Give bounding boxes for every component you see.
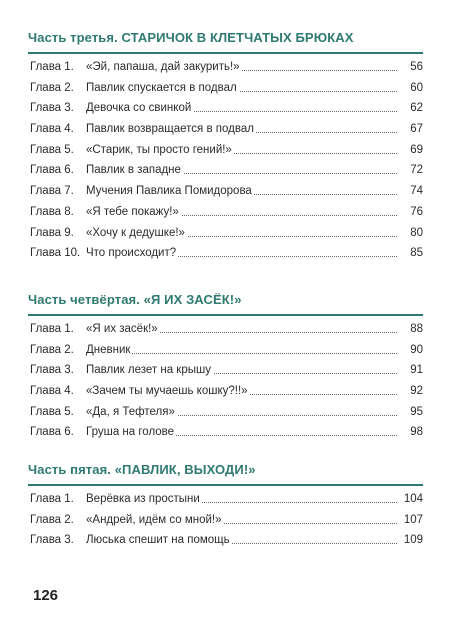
chapter-title: «Я тебе покажу!»	[86, 202, 181, 223]
chapter-label: Глава 1.	[30, 323, 74, 335]
part-heading	[28, 462, 423, 477]
leader-dots	[86, 353, 397, 354]
part-section	[28, 292, 423, 443]
toc-entry[interactable]	[28, 360, 423, 381]
chapter-title: «Зачем ты мучаешь кошку?!!»	[86, 381, 250, 402]
chapter-title: Люська спешит на помощь	[86, 530, 232, 551]
chapter-label: Глава 10.	[30, 247, 81, 260]
chapter-label: Глава 2.	[30, 81, 74, 94]
page-number: 80	[410, 226, 423, 239]
page-number: 91	[410, 364, 423, 377]
chapter-title: «Хочу к дедушке!»	[86, 223, 187, 244]
part-name: СТАРИЧОК В КЛЕТЧАТЫХ БРЮКАХ	[121, 30, 354, 45]
part-name: «ПАВЛИК, ВЫХОДИ!»	[114, 462, 256, 477]
page-number: 62	[410, 102, 423, 115]
page-number: 56	[410, 61, 423, 73]
chapter-list	[28, 57, 423, 264]
page-number: 67	[410, 123, 423, 136]
chapter-title: Павлик лезет на крышу	[86, 360, 213, 381]
chapter-label: Глава 3.	[30, 534, 74, 547]
chapter-label: Глава 3.	[30, 102, 74, 115]
chapter-label: Глава 3.	[30, 364, 74, 377]
page-number: 72	[410, 164, 423, 177]
chapter-label: Глава 2.	[30, 343, 74, 356]
page-number: 95	[410, 405, 423, 418]
heading-rule	[28, 314, 423, 316]
toc-entry[interactable]	[28, 119, 423, 140]
toc-entry[interactable]	[28, 160, 423, 181]
chapter-label: Глава 7.	[30, 185, 74, 198]
chapter-title: Павлик возвращается в подвал	[86, 119, 256, 140]
chapter-label: Глава 5.	[30, 405, 74, 418]
toc-entry[interactable]	[28, 381, 423, 402]
chapter-label: Глава 5.	[30, 143, 74, 156]
chapter-label: Глава 8.	[30, 205, 74, 218]
heading-rule	[28, 52, 423, 54]
toc-entry[interactable]	[28, 402, 423, 423]
toc-entry[interactable]	[28, 202, 423, 223]
chapter-title: Верёвка из простыни	[86, 489, 202, 510]
part-heading	[28, 292, 423, 307]
chapter-title: «Андрей, идём со мной!»	[86, 510, 224, 531]
chapter-title: Девочка со свинкой	[86, 98, 193, 119]
chapter-title: Павлик спускается в подвал	[86, 78, 239, 99]
chapter-title: Павлик в западне	[86, 160, 183, 181]
part-name: «Я ИХ ЗАСЁК!»	[143, 292, 242, 307]
chapter-label: Глава 1.	[30, 61, 74, 73]
page-number: 109	[403, 534, 423, 547]
chapter-list	[28, 489, 423, 551]
chapter-list	[28, 319, 423, 443]
toc-entry[interactable]	[28, 78, 423, 99]
part-prefix: Часть четвёртая.	[28, 292, 140, 307]
chapter-title: «Старик, ты просто гений!»	[86, 140, 234, 161]
chapter-title: Мучения Павлика Помидорова	[86, 181, 254, 202]
page-number: 69	[410, 143, 423, 156]
heading-rule	[28, 484, 423, 486]
toc-entry[interactable]	[28, 57, 423, 78]
chapter-title: Что происходит?	[86, 243, 178, 264]
chapter-title: «Эй, папаша, дай закурить!»	[86, 57, 242, 78]
toc-entry[interactable]	[28, 510, 423, 531]
chapter-label: Глава 6.	[30, 164, 74, 177]
page-number: 92	[410, 385, 423, 398]
page-folio: 126	[33, 587, 59, 604]
toc-entry[interactable]	[28, 422, 423, 443]
part-section	[28, 30, 423, 264]
chapter-label: Глава 9.	[30, 226, 74, 239]
part-section	[28, 462, 423, 551]
page-number: 88	[410, 323, 423, 335]
chapter-title: «Да, я Тефтеля»	[86, 402, 177, 423]
part-heading	[28, 30, 423, 45]
page-number: 107	[403, 513, 423, 526]
chapter-label: Глава 1.	[30, 493, 74, 505]
toc-entry[interactable]	[28, 181, 423, 202]
chapter-title: Дневник	[86, 340, 132, 361]
page-number: 74	[410, 185, 423, 198]
page-number: 76	[410, 205, 423, 218]
page-number: 104	[403, 493, 423, 505]
chapter-label: Глава 2.	[30, 513, 74, 526]
part-prefix: Часть третья.	[28, 30, 118, 45]
chapter-label: Глава 4.	[30, 385, 74, 398]
toc-entry[interactable]	[28, 340, 423, 361]
page-number: 60	[410, 81, 423, 94]
chapter-label: Глава 4.	[30, 123, 74, 136]
toc-entry[interactable]	[28, 223, 423, 244]
part-prefix: Часть пятая.	[28, 462, 111, 477]
chapter-title: «Я их засёк!»	[86, 319, 160, 340]
chapter-label: Глава 6.	[30, 426, 74, 439]
chapter-title: Груша на голове	[86, 422, 176, 443]
page-number: 90	[410, 343, 423, 356]
page-number: 85	[410, 247, 423, 260]
toc-entry[interactable]	[28, 319, 423, 340]
page-number: 98	[410, 426, 423, 439]
toc-entry[interactable]	[28, 140, 423, 161]
toc-entry[interactable]	[28, 489, 423, 510]
toc-entry[interactable]	[28, 530, 423, 551]
toc-entry[interactable]	[28, 243, 423, 264]
toc-entry[interactable]	[28, 98, 423, 119]
